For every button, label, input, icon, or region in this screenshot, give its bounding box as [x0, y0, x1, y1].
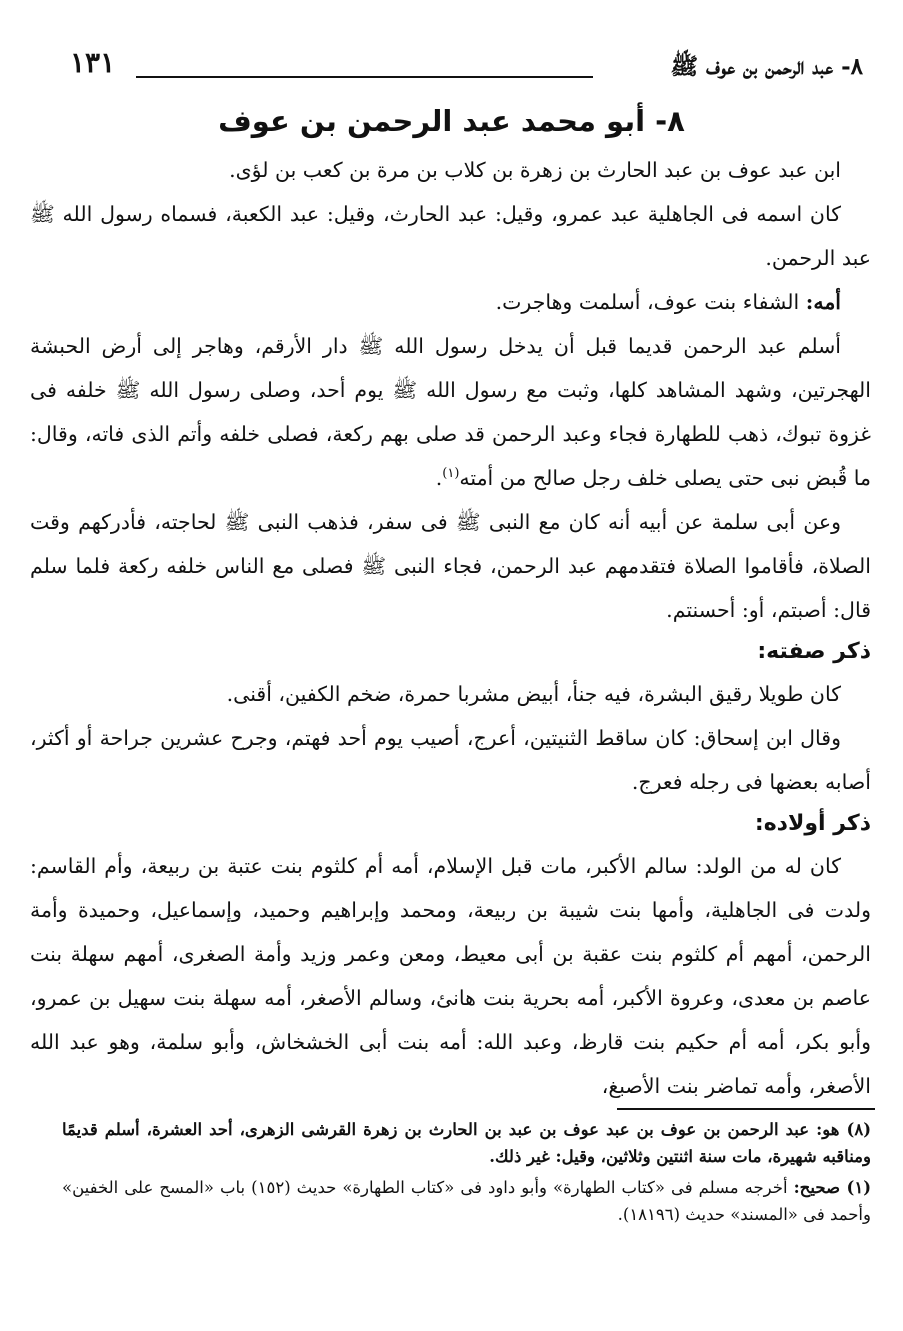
section-heading-sifa: ذكر صفته:: [757, 639, 871, 664]
footnote-ref-1[interactable]: (١): [442, 466, 460, 482]
paragraph-name: كان اسمه فى الجاهلية عبد عمرو، وقيل: عبد الحارث، وقيل: عبد الكعبة، فسماه رسول الله ﷺ عبد الرحمن.: [30, 202, 871, 270]
header-rule: [136, 76, 593, 78]
footnote-rule: [617, 1108, 875, 1110]
paragraph-children: كان له من الولد: سالم الأكبر، مات قبل الإسلام، أمه أم كلثوم بنت عتبة بن ربيعة، وأم القاسم: ولدت فى الجاهلية، وأمها بنت شيبة بن ربيعة، ومحمد وإبراهيم وحميد، وإسماعيل، وحميدة وأمة الرحمن، أمهم أم كلثوم بنت عقبة بن أبى معيط، ومعن وعمر وزيد وأمة الصغرى، أمهم سهلة بنت عاصم بن معدى، وعروة الأكبر، أمه بحرية بنت هانئ، وسالم الأصغر، أمه سهلة بنت سهيل بن عمرو، وأبو بكر، أمه أم حكيم بنت قارظ، وعبد الله: أمه بنت أبى الخشخاش، وأبو سلمة، وهو عبد الله الأصغر، وأمه تماضر بنت الأصبغ،: [30, 854, 871, 1098]
mother-label: أمه:: [805, 290, 841, 314]
main-text: [30, 148, 871, 1108]
paragraph-description: كان طويلا رقيق البشرة، فيه جنأ، أبيض مشربا حمرة، ضخم الكفين، أقنى.: [226, 682, 841, 706]
paragraph-lineage: ابن عبد عوف بن عبد الحارث بن زهرة بن كلاب بن مرة بن كعب بن لؤى.: [229, 158, 841, 182]
paragraph-abu-salama: وعن أبى سلمة عن أبيه أنه كان مع النبى ﷺ فى سفر، فذهب النبى ﷺ لحاجته، فأدركهم وقت الصلاة، فأقاموا الصلاة فتقدمهم عبد الرحمن، فجاء النبى ﷺ فصلى مع الناس خلفه ركعة فلما سلم قال: أصبتم، أو: أحسنتم.: [30, 510, 871, 622]
running-header: [70, 46, 863, 90]
footnotes: [62, 1116, 871, 1232]
section-heading-awlad: ذكر أولاده:: [754, 811, 871, 836]
islam-text: أسلم عبد الرحمن قديما قبل أن يدخل رسول الله ﷺ دار الأرقم، وهاجر إلى أرض الحبشة الهجرتين، وشهد المشاهد كلها، وثبت مع رسول الله ﷺ يوم أحد، وصلى رسول الله ﷺ خلفه فى غزوة تبوك، ذهب للطهارة فجاء وعبد الرحمن قد صلى بهم ركعة، فصلى خلفه وأتم الذى فاته، وقال: ما قُبض نبى حتى يصلى خلف رجل صالح من أمته: [30, 334, 871, 490]
paragraph-mother: [30, 280, 871, 324]
footnote-1-text: أخرجه مسلم فى «كتاب الطهارة» وأبو داود فى «كتاب الطهارة» حديث (١٥٢) باب «المسح على الخفين» وأحمد فى «المسند» حديث (١٨١٩٦).: [62, 1178, 871, 1224]
paragraph-ibn-ishaq: وقال ابن إسحاق: كان ساقط الثنيتين، أعرج، أصيب يوم أحد فهتم، وجرح عشرين جراحة أو أكثر، أصابه بعضها فى رجله فعرج.: [30, 726, 871, 794]
running-title: ٨- عبد الرحمن بن عوف ﷺ: [670, 53, 863, 80]
footnote-1: [62, 1174, 871, 1228]
footnote-8: (٨) هو: عبد الرحمن بن عوف بن عبد عوف بن عبد بن الحارث بن زهرة القرشى الزهرى، أحد العشرة، أسلم قديمًا ومناقبه شهيرة، مات سنة اثنتين وثلاثين، وقيل: غير ذلك.: [62, 1120, 871, 1166]
mother-text: الشفاء بنت عوف، أسلمت وهاجرت.: [495, 290, 806, 314]
islam-end: .: [435, 466, 443, 490]
chapter-title: ٨- أبو محمد عبد الرحمن بن عوف: [218, 104, 685, 138]
paragraph-islam: [30, 324, 871, 500]
footnote-1-label: (١) صحيح:: [793, 1178, 871, 1197]
page-number: ١٣١: [70, 46, 116, 79]
